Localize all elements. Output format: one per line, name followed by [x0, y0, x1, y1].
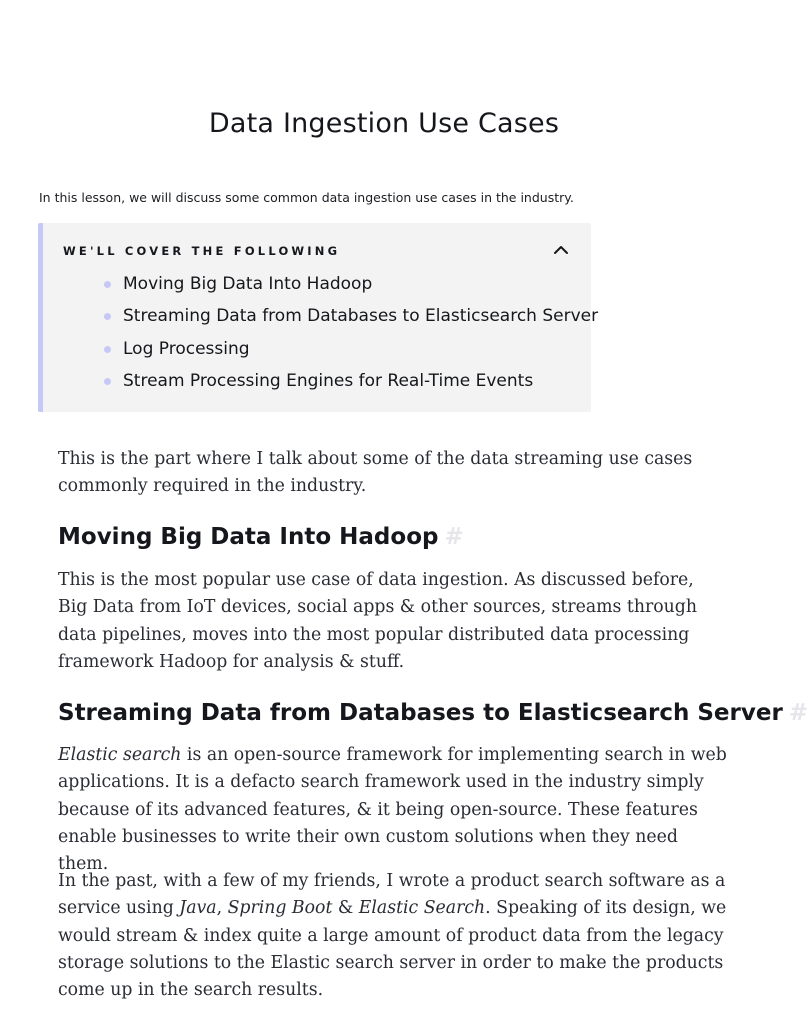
bullet — [104, 378, 111, 385]
cover-item[interactable] — [123, 305, 598, 337]
anchor-link[interactable]: # — [444, 524, 464, 550]
chevron-up-icon[interactable] — [551, 240, 571, 260]
cover-item-link[interactable]: Streaming Data from Databases to Elasticsearch Server — [123, 306, 599, 327]
paragraph-text: In the past, with a few of my friends, I wrote a product search software as a service using — [58, 871, 726, 919]
paragraph-text: & — [332, 898, 359, 919]
emphasis: Java — [179, 898, 217, 919]
paragraph-hadoop: This is the most popular use case of data ingestion. As discussed before, Big Data from IoT devices, social apps & other sources, streams through data pipelines, moves into the most popular distributed data processing framework Hadoop for analysis & stuff. — [58, 570, 697, 672]
cover-item-link[interactable]: Log Processing — [123, 338, 250, 359]
bullet — [104, 346, 111, 353]
cover-item-link[interactable]: Stream Processing Engines for Real-Time Events — [123, 370, 534, 391]
paragraph-text: . Speaking of its design, we would stream & index quite a large amount of product data from the legacy storage solutions to the Elastic search server in order to make the products come up in the search results. — [58, 898, 727, 1001]
cover-heading: WE'LL COVER THE FOLLOWING — [63, 244, 341, 258]
lesson-intro: In this lesson, we will discuss some common data ingestion use cases in the industry. — [39, 190, 574, 205]
cover-list — [123, 273, 598, 402]
paragraph-text: , — [216, 898, 228, 919]
paragraph-experience — [58, 868, 728, 1004]
bullet — [104, 313, 111, 320]
heading-text: Streaming Data from Databases to Elasticsearch Server — [58, 700, 783, 726]
emphasis: Spring Boot — [227, 898, 333, 919]
heading-text: Moving Big Data Into Hadoop — [58, 524, 439, 550]
paragraph-intro: This is the part where I talk about some of the data streaming use cases commonly required in the industry. — [58, 449, 693, 497]
paragraph-elastic — [58, 742, 728, 878]
page-title: Data Ingestion Use Cases — [208, 108, 560, 139]
cover-following-box — [38, 223, 599, 412]
emphasis: Elastic search — [58, 745, 182, 765]
cover-item[interactable] — [123, 338, 598, 370]
paragraph-text: is an open-source framework for implementing search in web applications. It is a defacto search framework used in the industry simply because of its advanced features, & it being open-source. These features enable businesses to write their own custom solutions when they need them. — [58, 745, 727, 875]
cover-item[interactable] — [123, 370, 598, 402]
section-heading-hadoop — [58, 524, 464, 550]
section-heading-elasticsearch — [58, 700, 808, 726]
cover-item-link[interactable]: Moving Big Data Into Hadoop — [123, 274, 373, 294]
anchor-link[interactable]: # — [788, 700, 808, 726]
bullet — [104, 281, 111, 288]
emphasis: Elastic Search — [358, 898, 486, 919]
cover-item[interactable] — [123, 273, 598, 305]
